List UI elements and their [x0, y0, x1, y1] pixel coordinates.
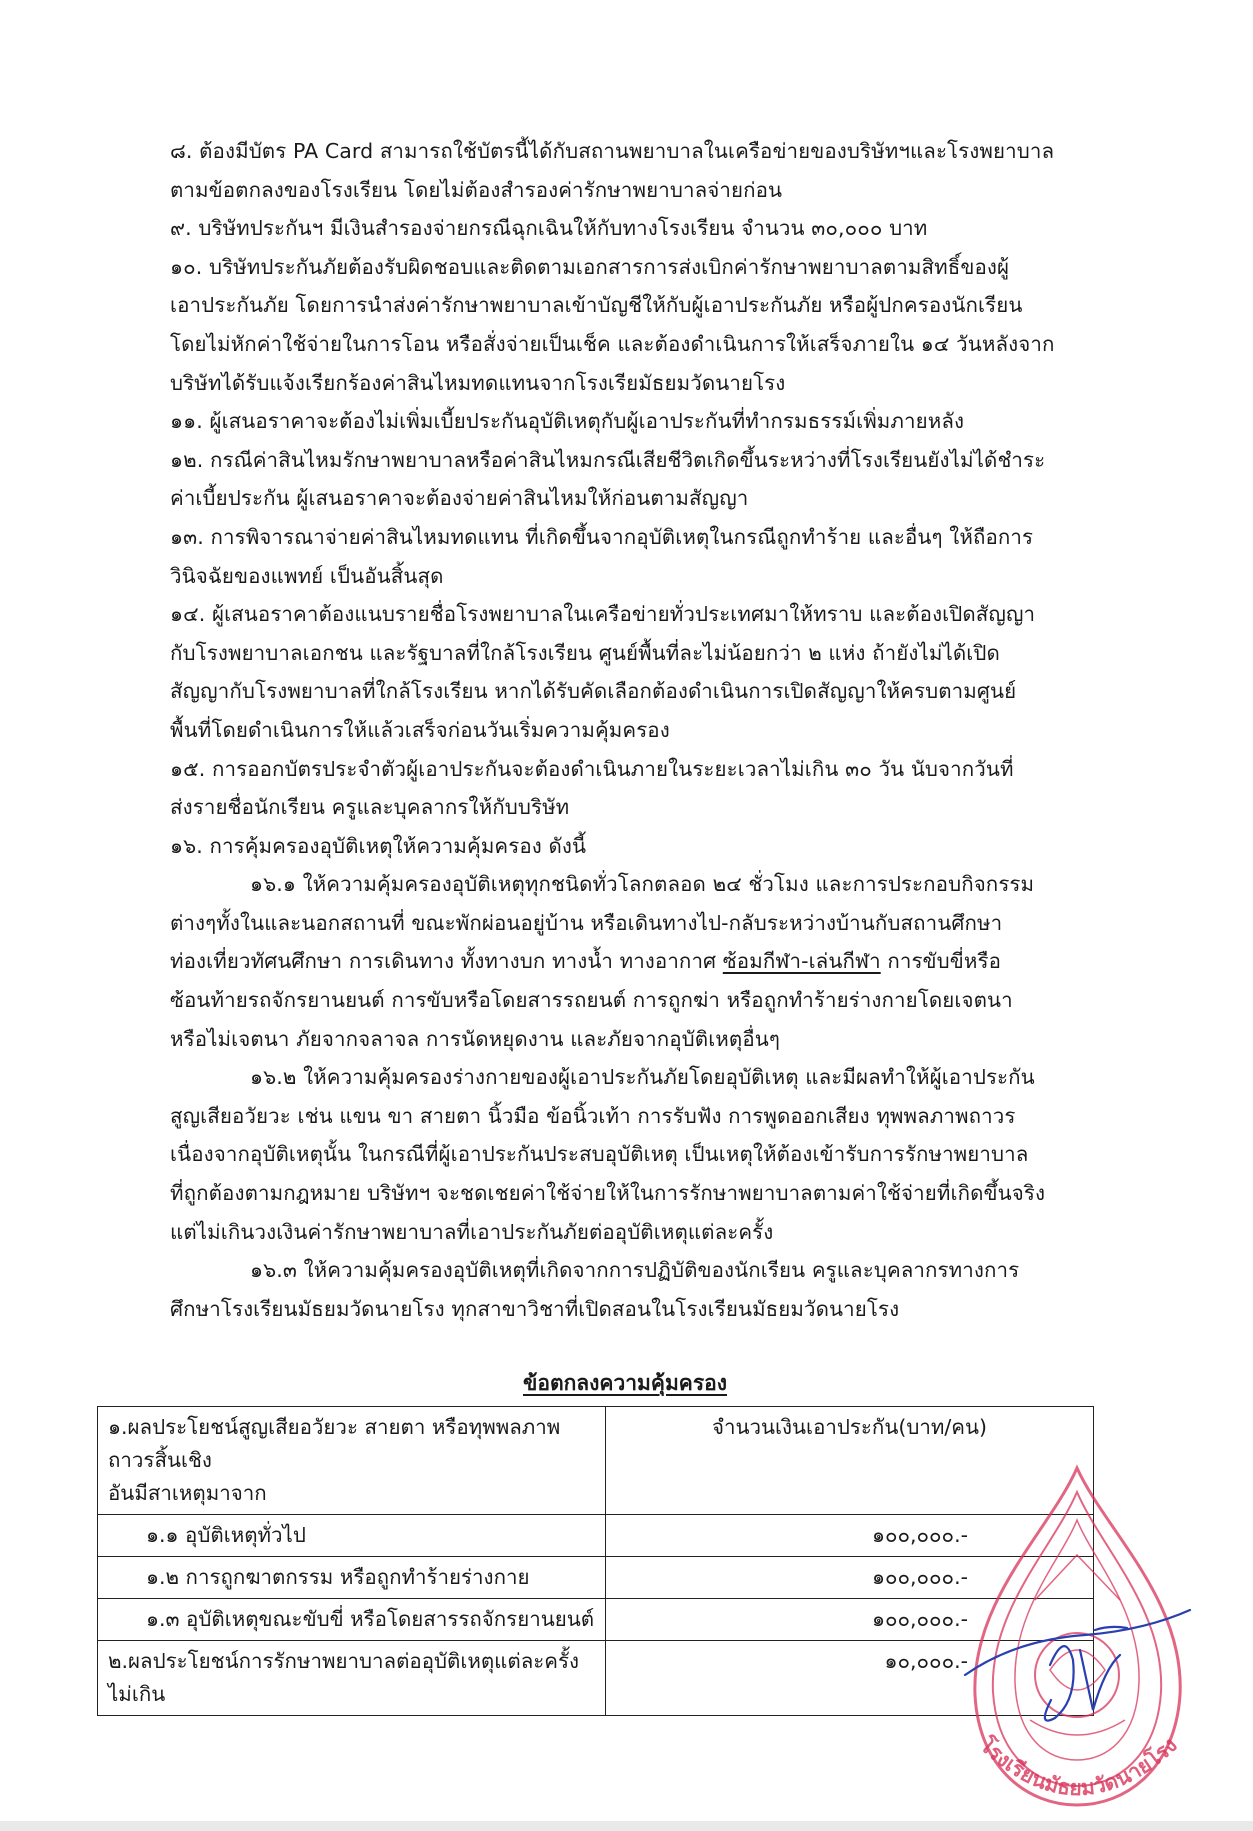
- table-caption-text: ข้อตกลงความคุ้มครอง: [522, 1371, 727, 1395]
- body-line: ๑๖.๑ ให้ความคุ้มครองอุบัติเหตุทุกชนิดทั่วโลกตลอด ๒๔ ชั่วโมง และการประกอบกิจกรรม: [250, 872, 1035, 897]
- header-right-cell: จำนวนเงินเอาประกัน(บาท/คน): [606, 1407, 1094, 1515]
- underlined-phrase: ซ้อมกีฬา-เล่นกีฬา: [722, 949, 881, 974]
- body-line: กับโรงพยาบาลเอกชน และรัฐบาลที่ใกล้โรงเรียน ศูนย์พื้นที่ละไม่น้อยกว่า ๒ แห่ง ถ้ายังไม่ได้เปิด: [170, 640, 1000, 665]
- body-line-segment: การขับขี่หรือ: [880, 949, 1002, 974]
- signature: [965, 1610, 1190, 1721]
- body-line: ที่ถูกต้องตามกฎหมาย บริษัทฯ จะชดเชยค่าใช้จ่ายให้ในการรักษาพยาบาลตามค่าใช้จ่ายที่เกิดขึ้นจริง: [170, 1181, 1046, 1206]
- body-line: ๙. บริษัทประกันฯ มีเงินสำรองจ่ายกรณีฉุกเฉินให้กับทางโรงเรียน จำนวน ๓๐,๐๐๐ บาท: [170, 216, 928, 241]
- table-caption: [170, 1367, 1080, 1400]
- body-line: ๑๒. กรณีค่าสินไหมรักษาพยาบาลหรือค่าสินไหมกรณีเสียชีวิตเกิดขึ้นระหว่างที่โรงเรียนยังไม่ได้ชำระ: [170, 447, 1046, 472]
- body-line: ค่าเบี้ยประกัน ผู้เสนอราคาจะต้องจ่ายค่าสินไหมให้ก่อนตามสัญญา: [170, 486, 749, 511]
- stamp-text: โรงเรียนมัธยมวัดนายโรง: [975, 1732, 1182, 1801]
- body-line: ศึกษาโรงเรียนมัธยมวัดนายโรง ทุกสาขาวิชาที่เปิดสอนในโรงเรียนมัธยมวัดนายโรง: [170, 1296, 900, 1321]
- body-line: สัญญากับโรงพยาบาลที่ใกล้โรงเรียน หากได้รับคัดเลือกต้องดำเนินการเปิดสัญญาให้ครบตามศูนย์: [170, 679, 1017, 704]
- body-line-segment: ท่องเที่ยวทัศนศึกษา การเดินทาง ทั้งทางบก ทางน้ำ ทางอากาศ: [170, 949, 723, 974]
- row-amount: ๑๐๐,๐๐๐.-: [606, 1515, 1094, 1557]
- row-label: ๑.๒ การถูกฆาตกรรม หรือถูกทำร้ายร่างกาย: [98, 1557, 606, 1599]
- school-seal-stamp: [955, 1460, 1200, 1830]
- row-label: ๒.ผลประโยชน์การรักษาพยาบาลต่ออุบัติเหตุแต่ละครั้ง ไม่เกิน: [98, 1641, 606, 1716]
- body-line: สูญเสียอวัยวะ เช่น แขน ขา สายตา นิ้วมือ ข้อนิ้วเท้า การรับฟัง การพูดออกเสียง ทุพพลภาพถาวร: [170, 1103, 1016, 1128]
- body-line: ๑๐. บริษัทประกันภัยต้องรับผิดชอบและติดตามเอกสารการส่งเบิกค่ารักษาพยาบาลตามสิทธิ์ของผู้: [170, 254, 1010, 279]
- table-row: [98, 1641, 1094, 1716]
- row-amount: ๑๐๐,๐๐๐.-: [606, 1599, 1094, 1641]
- table-row: [98, 1599, 1094, 1641]
- body-line: ๘. ต้องมีบัตร PA Card สามารถใช้บัตรนี้ได้กับสถานพยาบาลในเครือข่ายของบริษัทฯและโรงพยาบาล: [170, 139, 1055, 163]
- body-line: ๑๖.๒ ให้ความคุ้มครองร่างกายของผู้เอาประกันภัยโดยอุบัติเหตุ และมีผลทำให้ผู้เอาประกัน: [250, 1065, 1035, 1090]
- body-line: บริษัทได้รับแจ้งเรียกร้องค่าสินไหมทดแทนจากโรงเรียมัธยมวัดนายโรง: [170, 370, 786, 395]
- row-amount: ๑๐,๐๐๐.-: [606, 1641, 1094, 1716]
- body-line: ๑๓. การพิจารณาจ่ายค่าสินไหมทดแทน ที่เกิดขึ้นจากอุบัติเหตุในกรณีถูกทำร้าย และอื่นๆ ให้ถือการ: [170, 524, 1034, 549]
- row-label: ๑.๑ อุบัติเหตุทั่วไป: [98, 1515, 606, 1557]
- body-line: ๑๔. ผู้เสนอราคาต้องแนบรายชื่อโรงพยาบาลในเครือข่ายทั่วประเทศมาให้ทราบ และต้องเปิดสัญญา: [170, 602, 1036, 627]
- body-line: แต่ไม่เกินวงเงินค่ารักษาพยาบาลที่เอาประกันภัยต่ออุบัติเหตุแต่ละครั้ง: [170, 1219, 774, 1244]
- body-line: ๑๕. การออกบัตรประจำตัวผู้เอาประกันจะต้องดำเนินภายในระยะเวลาไม่เกิน ๓๐ วัน นับจากวันที่: [170, 756, 1014, 781]
- table-header-row: [98, 1407, 1094, 1515]
- body-line: เอาประกันภัย โดยการนำส่งค่ารักษาพยาบาลเข้าบัญชีให้กับผู้เอาประกันภัย หรือผู้ปกครองนักเรียน: [170, 293, 1023, 318]
- table-row: [98, 1515, 1094, 1557]
- row-amount: ๑๐๐,๐๐๐.-: [606, 1557, 1094, 1599]
- body-line: เนื่องจากอุบัติเหตุนั้น ในกรณีที่ผู้เอาประกันประสบอุบัติเหตุ เป็นเหตุให้ต้องเข้ารับการรักษาพยาบาล: [170, 1142, 1029, 1167]
- body-line: วินิจฉัยของแพทย์ เป็นอันสิ้นสุด: [170, 563, 444, 588]
- page-bottom-strip: [0, 1821, 1253, 1831]
- body-line: ๑๑. ผู้เสนอราคาจะต้องไม่เพิ่มเบี้ยประกันอุบัติเหตุกับผู้เอาประกันที่ทำกรมธรรม์เพิ่มภายหลัง: [170, 409, 965, 434]
- body-line: ส่งรายชื่อนักเรียน ครูและบุคลากรให้กับบริษัท: [170, 795, 570, 820]
- body-line: [170, 942, 1090, 981]
- document-body: [170, 132, 1090, 1328]
- body-line: ซ้อนท้ายรถจักรยานยนต์ การขับหรือโดยสารรถยนต์ การถูกฆ่า หรือถูกทำร้ายร่างกายโดยเจตนา: [170, 988, 1013, 1013]
- header-left-cell: [98, 1407, 606, 1515]
- body-line: พื้นที่โดยดำเนินการให้แล้วเสร็จก่อนวันเริ่มความคุ้มครอง: [170, 717, 670, 742]
- body-line: ต่างๆทั้งในและนอกสถานที่ ขณะพักผ่อนอยู่บ้าน หรือเดินทางไป-กลับระหว่างบ้านกับสถานศึกษา: [170, 910, 1003, 935]
- body-line: ตามข้อตกลงของโรงเรียน โดยไม่ต้องสำรองค่ารักษาพยาบาลจ่ายก่อน: [170, 177, 783, 202]
- table-row: [98, 1557, 1094, 1599]
- body-line: หรือไม่เจตนา ภัยจากจลาจล การนัดหยุดงาน และภัยจากอุบัติเหตุอื่นๆ: [170, 1026, 780, 1051]
- body-line: ๑๖. การคุ้มครองอุบัติเหตุให้ความคุ้มครอง ดังนี้: [170, 833, 587, 858]
- body-line: โดยไม่หักค่าใช้จ่ายในการโอน หรือสั่งจ่ายเป็นเช็ค และต้องดำเนินการให้เสร็จภายใน ๑๔ วันหลังจาก: [170, 331, 1055, 356]
- body-line: ๑๖.๓ ให้ความคุ้มครองอุบัติเหตุที่เกิดจากการปฏิบัติของนักเรียน ครูและบุคลากรทางการ: [250, 1258, 1020, 1283]
- header-left-line: อันมีสาเหตุมาจาก: [108, 1481, 267, 1505]
- header-left-line: ๑.ผลประโยชน์สูญเสียอวัยวะ สายตา หรือทุพพลภาพถาวรสิ้นเชิง: [108, 1415, 561, 1472]
- coverage-table: [97, 1406, 1094, 1716]
- row-label: ๑.๓ อุบัติเหตุขณะขับขี่ หรือโดยสารรถจักรยานยนต์: [98, 1599, 606, 1641]
